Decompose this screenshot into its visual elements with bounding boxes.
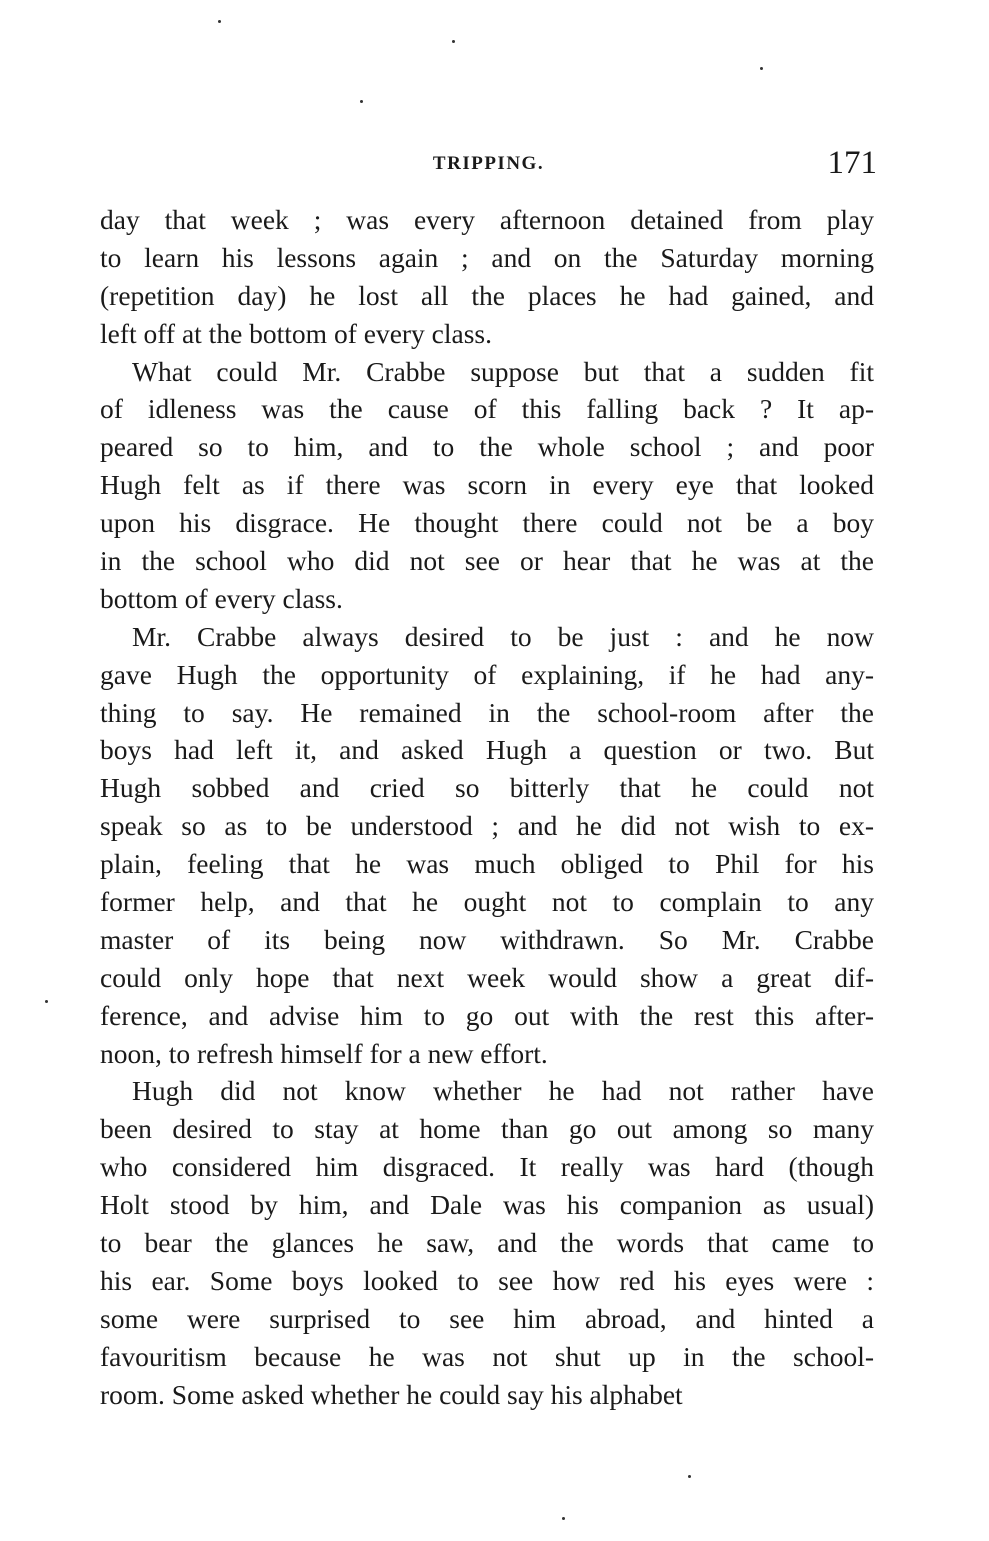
text-line: speak so as to be understood ; and he did not wish to ex- <box>100 810 874 842</box>
scan-speck <box>45 1000 48 1003</box>
text-line: upon his disgrace. He thought there could not be a boy <box>100 507 874 539</box>
scan-speck <box>562 1517 565 1520</box>
text-line: Hugh sobbed and cried so bitterly that he could not <box>100 772 874 804</box>
text-line: of idleness was the cause of this falling back ? It ap- <box>100 393 874 425</box>
text-line: master of its being now withdrawn. So Mr. Crabbe <box>100 923 874 955</box>
scan-speck <box>452 40 455 43</box>
text-line: plain, feeling that he was much obliged to Phil for his <box>100 848 874 880</box>
text-line: could only hope that next week would show a great dif- <box>100 961 874 993</box>
scan-speck <box>218 20 221 23</box>
text-line: What could Mr. Crabbe suppose but that a sudden fit <box>132 355 874 387</box>
text-line: Hugh did not know whether he had not rather have <box>132 1075 874 1107</box>
scan-speck <box>360 100 363 103</box>
text-line: room. Some asked whether he could say his alphabet <box>100 1378 683 1410</box>
text-line: to learn his lessons again ; and on the Saturday morning <box>100 241 874 273</box>
text-line: thing to say. He remained in the school-room after the <box>100 696 874 728</box>
text-line: favouritism because he was not shut up in the school- <box>100 1340 874 1372</box>
text-line: boys had left it, and asked Hugh a question or two. But <box>100 734 874 766</box>
text-line: in the school who did not see or hear that he was at the <box>100 545 874 577</box>
scan-speck <box>760 67 763 70</box>
page-number: 171 <box>827 145 877 181</box>
text-line: Mr. Crabbe always desired to be just : and he now <box>132 620 874 652</box>
text-line: Hugh felt as if there was scorn in every eye that looked <box>100 469 874 501</box>
text-line: bottom of every class. <box>100 582 343 614</box>
text-line: day that week ; was every afternoon detained from play <box>100 204 874 235</box>
text-line: gave Hugh the opportunity of explaining, if he had any- <box>100 658 874 690</box>
body-text <box>100 201 874 1414</box>
running-head <box>100 145 877 185</box>
text-line: (repetition day) he lost all the places he had gained, and <box>100 279 874 311</box>
text-line: some were surprised to see him abroad, and hinted a <box>100 1302 874 1334</box>
text-line: who considered him disgraced. It really was hard (though <box>100 1151 874 1183</box>
text-line: Holt stood by him, and Dale was his companion as usual) <box>100 1189 874 1221</box>
scan-speck <box>688 1475 691 1478</box>
text-line: former help, and that he ought not to complain to any <box>100 886 874 918</box>
text-line: his ear. Some boys looked to see how red his eyes were : <box>100 1264 874 1296</box>
text-line: peared so to him, and to the whole school ; and poor <box>100 431 874 463</box>
text-line: been desired to stay at home than go out among so many <box>100 1113 874 1145</box>
text-line: noon, to refresh himself for a new effort. <box>100 1037 548 1069</box>
text-line: left off at the bottom of every class. <box>100 317 493 349</box>
text-line: to bear the glances he saw, and the words that came to <box>100 1227 874 1259</box>
running-title: TRIPPING. <box>432 153 545 174</box>
text-line: ference, and advise him to go out with the rest this after- <box>100 999 874 1031</box>
